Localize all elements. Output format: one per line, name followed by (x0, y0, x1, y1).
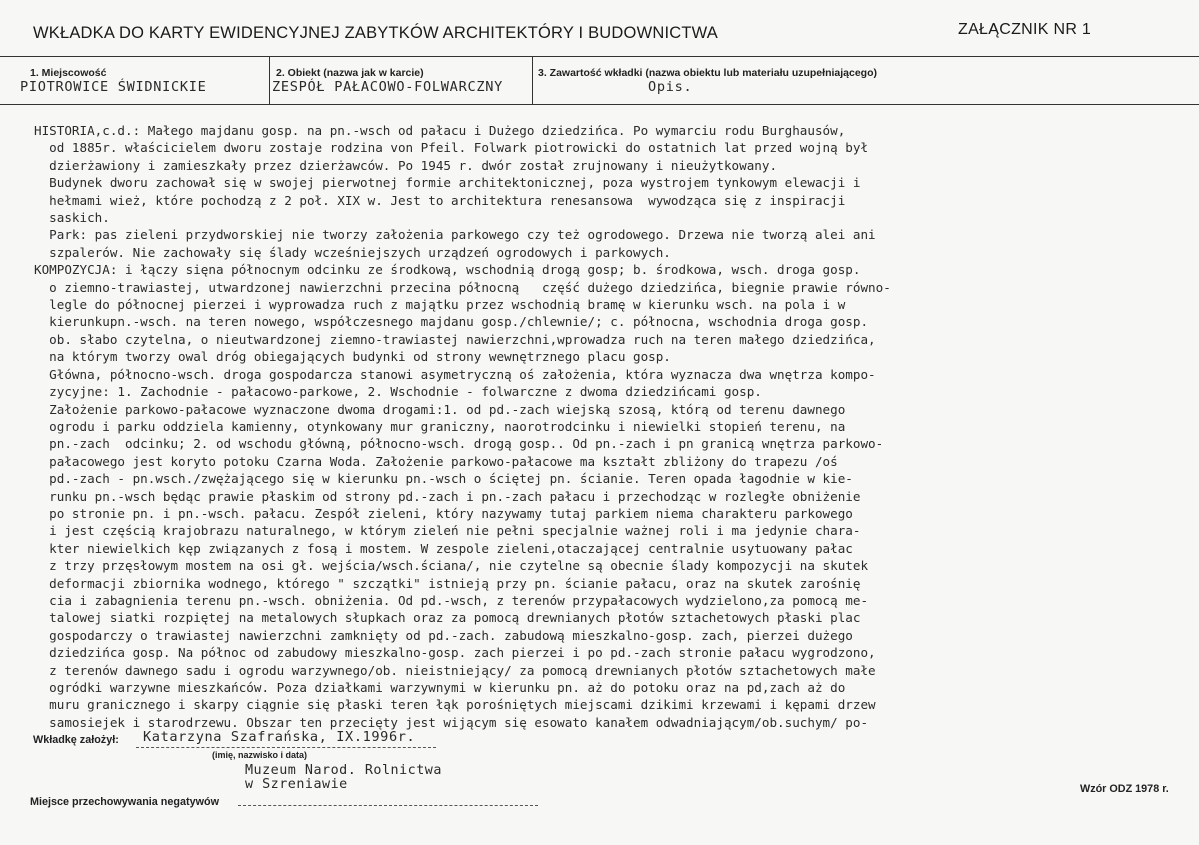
body-line: cia i zabagnienia terenu pn.-wsch. obniżenia. Od pd.-wsch, z terenów przypałacowych wydzielono,za pomocą me- (34, 592, 869, 608)
body-line: od 1885r. właścicielem dworu zostaje rodzina von Pfeil. Folwark piotrowicki do ostatnich lat przed wojną był (34, 140, 869, 156)
body-line: z terenów dawnego sadu i ogrodu warzywnego/ob. nieistniejący/ za pomocą drewnianych płotów sztachetowych małe (34, 662, 876, 678)
header-rule-bottom (0, 104, 1199, 105)
storage-label: Miejsce przechowywania negatywów (30, 796, 220, 808)
body-line: gospodarczy o trawiastej nawierzchni zamknięty od pd.-zach. zabudową mieszkalno-gosp. zach, pierzei dużego (34, 627, 853, 643)
body-line: muru granicznego i skarpy ciągnie się płaski teren łąk porośniętych miejscami dzikimi krzewami i kępami drzew (34, 697, 876, 713)
body-line: samosiejek i starodrzewu. Obszar ten przecięty jest wijącym się esowato kanałem odwadniającym/ob.suchym/ po- (34, 714, 869, 730)
storage-underline (238, 805, 538, 806)
storage-value-line2: w Szreniawie (245, 777, 348, 792)
author-hint: (imię, nazwisko i data) (212, 750, 308, 760)
locality-value: PIOTROWICE ŚWIDNICKIE (20, 79, 207, 95)
object-label: 2. Obiekt (nazwa jak w karcie) (276, 67, 424, 79)
body-line: pałacowego jest koryto potoku Czarna Woda. Założenie parkowo-pałacowe ma kształt zbliżony do trapezu /oś (34, 453, 838, 469)
body-line: o ziemno-trawiastej, utwardzonej nawierzchni przecina północną część dużego dziedzińca, biegnie prawie równo- (34, 279, 891, 295)
locality-label: 1. Miejscowość (30, 67, 107, 79)
body-line: na którym tworzy owal dróg obiegających budynki od strony wewnętrznego placu gosp. (34, 349, 671, 365)
body-line: kierunkupn.-wsch. na teren nowego, współczesnego majdanu gosp./chlewnie/; c. północna, wschodnia droga gosp. (34, 314, 869, 330)
body-line: ogródki warzywne mieszkańców. Poza działkami warzywnymi w kierunku pn. aż do potoku oraz na pd,zach aż do (34, 680, 846, 695)
body-line: runku pn.-wsch będąc prawie płaskim od strony pd.-zach i pn.-zach pałacu i przechodząc w rozległe obniżenie (34, 488, 861, 504)
body-line: talowej siatki rozpiętej na metalowych słupkach oraz za pomocą drewnianych płotów sztachetowych płaski plac (34, 610, 861, 626)
storage-value-line1: Muzeum Narod. Rolnictwa (245, 763, 442, 778)
body-line: Budynek dworu zachował się w swojej pierwotnej formie architektonicznej, poza wystrojem tynkowym elewacji i (34, 175, 861, 191)
form-model: Wzór ODZ 1978 r. (1080, 783, 1169, 795)
author-underline (136, 747, 436, 748)
body-line: i jest częścią krajobrazu naturalnego, w którym zieleń nie pełni specjalnie ważnej roli i ma jedynie chara- (34, 523, 861, 539)
body-line: dzierżawiony i zamieszkały przez dzierżawców. Po 1945 r. dwór został zrujnowany i nieużytkowany. (34, 157, 778, 173)
body-line: z trzy przęsłowym mostem na osi gł. wejścia/wsch.ściana/, nie czytelne są obecnie ślady kompozycji na skutek (34, 558, 869, 574)
body-line: Główna, północno-wsch. droga gospodarcza stanowi asymetryczną oś założenia, która wyznacza dwa wnętrza kompo- (34, 366, 876, 382)
author-value: Katarzyna Szafrańska, IX.1996r. (143, 729, 416, 745)
header-rule-top (0, 56, 1199, 57)
body-line: hełmami wież, które pochodzą z 2 poł. XIX w. Jest to architektura renesansowa wywodząca się z inspiracji (34, 192, 846, 208)
body-line: Założenie parkowo-pałacowe wyznaczone dwoma drogami:1. od pd.-zach wiejską szosą, którą od terenu dawnego (34, 401, 846, 417)
body-line: zycyjne: 1. Zachodnie - pałacowo-parkowe, 2. Wschodnie - folwarczne z dwoma dziedzińcami gosp. (34, 384, 762, 400)
field-divider-2 (532, 57, 533, 104)
field-divider-1 (269, 57, 270, 104)
body-line: legle do północnej pierzei i wyprowadza ruch z majątku przez wschodnią bramę w kierunku wsch. na pola i w (34, 297, 846, 313)
body-line: szpalerów. Nie zachowały się ślady wcześniejszych urządzeń ogrodowych i parkowych. (34, 244, 671, 260)
body-line: ob. słabo czytelna, o nieutwardzonej ziemno-trawiastej nawierzchni,wprowadza ruch na teren małego dziedzińca, (34, 331, 876, 347)
author-label: Wkładkę założył: (33, 734, 119, 746)
form-title: WKŁADKA DO KARTY EWIDENCYJNEJ ZABYTKÓW ARCHITEKTÓRY I BUDOWNICTWA (33, 24, 719, 42)
body-line: deformacji zbiornika wodnego, którego " szczątki" istnieją przy pn. ścianie pałacu, oraz na skutek zarośnię (34, 575, 861, 591)
attachment-number: ZAŁĄCZNIK NR 1 (958, 21, 1092, 38)
body-line: Park: pas zieleni przydworskiej nie tworzy założenia parkowego czy też ogrodowego. Drzewa nie tworzą alei ani (34, 227, 876, 243)
body-line: kter niewielkich kęp związanych z fosą i mostem. W zespole zieleni,otaczającej centralnie usytuowany pałac (34, 540, 853, 556)
body-line: po stronie pn. i pn.-wsch. pałacu. Zespół zieleni, który nazywamy tutaj parkiem niema charakteru parkowego (34, 505, 853, 521)
body-line: dziedzińca gosp. Na północ od zabudowy mieszkalno-gosp. zach pierzei i po pd.-zach stronie pałacu wygrodzono, (34, 645, 876, 661)
body-line: pn.-zach odcinku; 2. od wschodu główną, północno-wsch. drogą gosp.. Od pn.-zach i pn granicą wnętrza parkowo- (34, 436, 884, 452)
body-line: ogrodu i parku oddziela kamienny, otynkowany mur graniczny, naorotrodcinku i niewielki stopień terenu, na (34, 418, 846, 434)
typed-description (34, 122, 1184, 731)
contents-value: Opis. (648, 79, 693, 95)
body-line: HISTORIA,c.d.: Małego majdanu gosp. na pn.-wsch od pałacu i Dużego dziedzińca. Po wymarciu rodu Burghausów, (34, 123, 846, 138)
body-line: saskich. (34, 210, 110, 226)
contents-label: 3. Zawartość wkładki (nazwa obiektu lub materiału uzupełniającego) (538, 67, 877, 79)
body-line: pd.-zach - pn.wsch./zwężającego się w kierunku pn.-wsch o ściętej pn. ścianie. Teren opada łagodnie w kie- (34, 471, 853, 487)
body-line: KOMPOZYCJA: i łączy sięna północnym odcinku ze środkową, wschodnią drogą gosp; b. środkowa, wsch. droga gosp. (34, 262, 861, 278)
object-value: ZESPÓŁ PAŁACOWO-FOLWARCZNY (272, 79, 503, 95)
